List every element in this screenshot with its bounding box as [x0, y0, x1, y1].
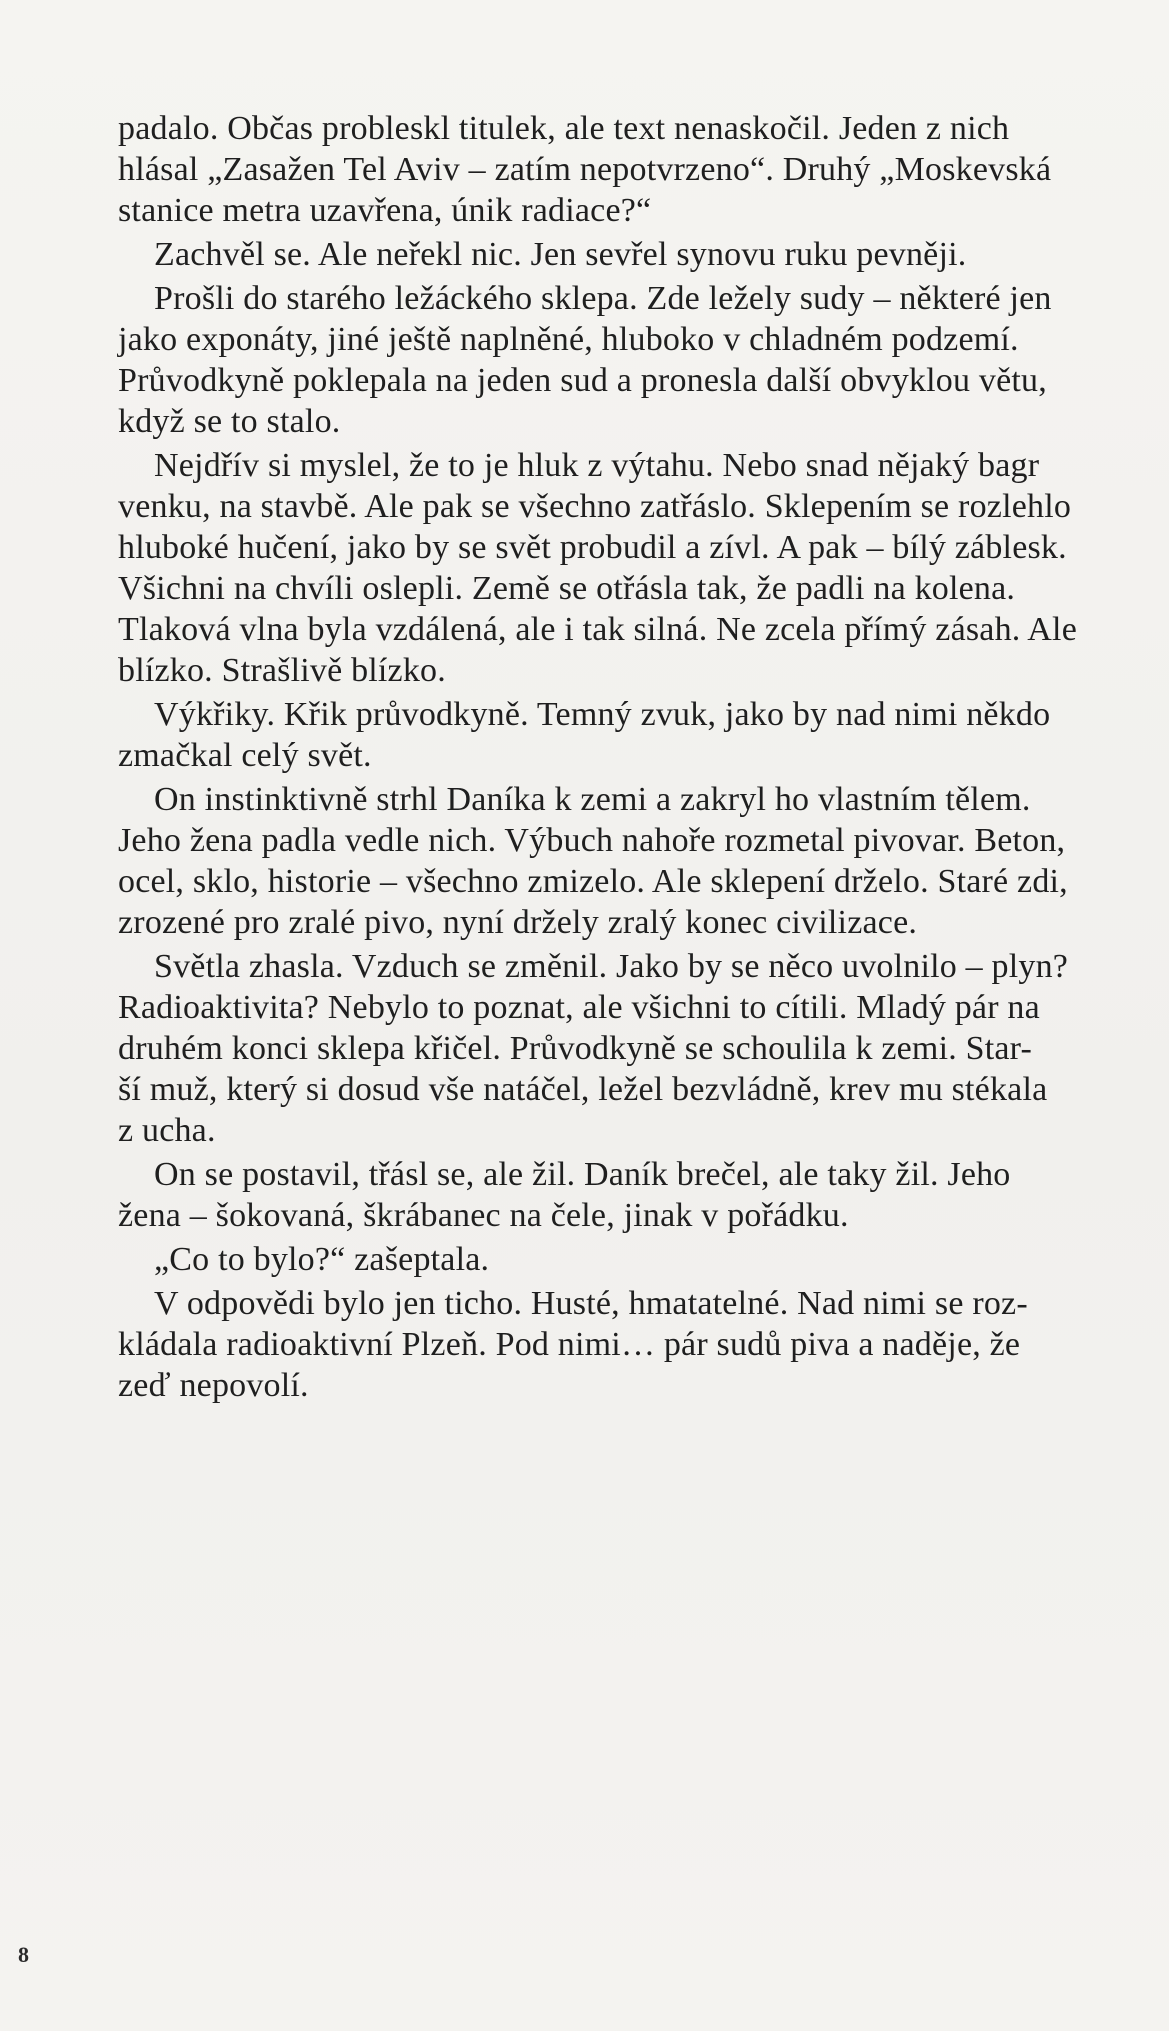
paragraph-6: On instinktivně strhl Daníka k zemi a zakryl ho vlastním tělem. Jeho žena padla vedle nich. Výbuch nahoře rozmetal pivovar. Beton, ocel, sklo, historie – všechno zmizelo. Ale sklepení drželo. Staré zdi, zrozené pro zralé pivo, nyní držely zralý konec civilizace.	[118, 781, 1068, 941]
paragraph-8: On se postavil, třásl se, ale žil. Daník brečel, ale taky žil. Jeho žena – šokovaná, škrábanec na čele, jinak v pořádku.	[118, 1156, 1011, 1234]
main-text	[118, 108, 1108, 1409]
paragraph-10: V odpovědi bylo jen ticho. Husté, hmatatelné. Nad nimi se roz- kládala radioaktivní Plzeň. Pod nimi… pár sudů piva a naděje, že zeď nepovolí.	[118, 1285, 1028, 1404]
paragraph-9: „Co to bylo?“ zašeptala.	[154, 1241, 490, 1278]
page-number: 8	[18, 1942, 29, 1967]
paragraph-4: Nejdřív si myslel, že to je hluk z výtahu. Nebo snad nějaký bagr venku, na stavbě. Ale pak se všechno zatřáslo. Sklepením se rozlehlo hluboké hučení, jako by se svět probudil a zívl. A pak – bílý záblesk. Všichni na chvíli oslepli. Země se otřásla tak, že padli na kolena. Tlaková vlna byla vzdálená, ale i tak silná. Ne zcela přímý zásah. Ale blízko. Strašlivě blízko.	[118, 447, 1077, 689]
paragraph-1: padalo. Občas probleskl titulek, ale text nenaskočil. Jeden z nich hlásal „Zasažen Tel Aviv – zatím nepotvrzeno“. Druhý „Moskevská stanice metra uzavřena, únik radiace?“	[118, 110, 1052, 229]
paragraph-3: Prošli do starého ležáckého sklepa. Zde ležely sudy – některé jen jako exponáty, jiné ještě naplněné, hluboko v chladném podzemí. Průvodkyně poklepala na jeden sud a pronesla další obvyklou větu, když se to stalo.	[118, 280, 1052, 440]
paragraph-5: Výkřiky. Křik průvodkyně. Temný zvuk, jako by nad nimi někdo zmačkal celý svět.	[118, 696, 1051, 774]
paragraph-7: Světla zhasla. Vzduch se změnil. Jako by se něco uvolnilo – plyn? Radioaktivita? Nebylo to poznat, ale všichni to cítili. Mladý pár na druhém konci sklepa křičel. Průvodkyně se schoulila k zemi. Star- ší muž, který si dosud vše natáčel, ležel bezvládně, krev mu stékala z ucha.	[118, 948, 1069, 1149]
paragraph-2: Zachvěl se. Ale neřekl nic. Jen sevřel synovu ruku pevněji.	[154, 236, 967, 273]
